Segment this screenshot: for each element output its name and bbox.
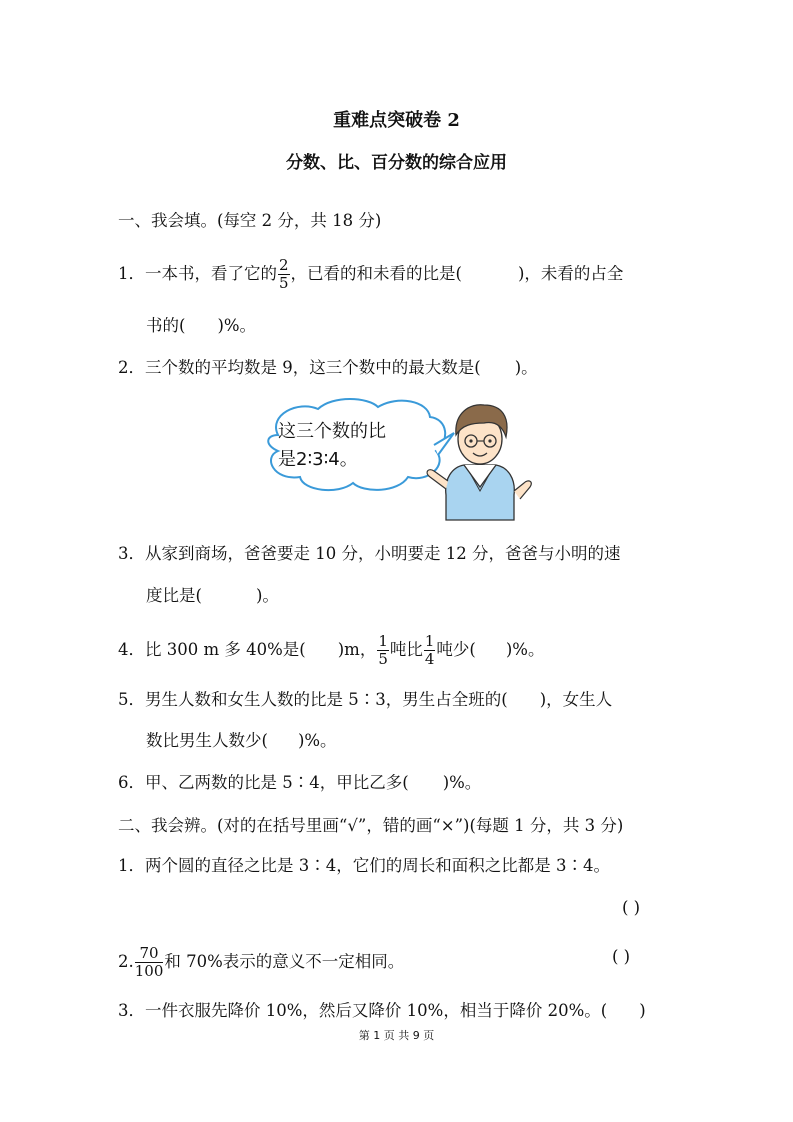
question-text: 吨比 — [389, 640, 423, 659]
page-subtitle: 分数、比、百分数的综合应用 — [286, 153, 507, 173]
question-text: 度比是( — [146, 586, 202, 605]
question-text: 比 300 m 多 40%是( — [145, 640, 306, 659]
question-number: 1． — [118, 856, 145, 875]
question-number: 4． — [118, 640, 145, 659]
section-1-heading: 一、我会填。(每空 2 分，共 18 分) — [118, 211, 382, 230]
question-1-3-cont — [146, 585, 279, 607]
fraction — [278, 258, 290, 291]
question-text: 一件衣服先降价 10%，然后又降价 10%，相当于降价 20%。( — [145, 1001, 608, 1020]
question-text: )。 — [514, 358, 538, 377]
fraction-denominator: 5 — [279, 274, 289, 292]
question-2-2 — [118, 946, 404, 979]
fraction-numerator: 1 — [378, 632, 388, 650]
fraction-denominator: 4 — [424, 650, 435, 668]
question-text: 男生人数和女生人数的比是 5∶3，男生占全班的( — [145, 690, 508, 709]
speech-bubble-icon — [268, 399, 445, 490]
question-text: 从家到商场，爸爸要走 10 分，小明要走 12 分，爸爸与小明的速 — [145, 544, 621, 563]
question-number: 5． — [118, 690, 145, 709]
section-2-heading: 二、我会辨。(对的在括号里画“√”，错的画“×”)(每题 1 分，共 3 分) — [118, 816, 624, 835]
question-2-3 — [118, 1000, 646, 1022]
question-text: ) — [639, 1001, 646, 1020]
question-1-3 — [118, 543, 620, 565]
question-number: 2． — [118, 358, 145, 377]
question-text: 一本书，看了它的 — [145, 264, 277, 283]
fraction-numerator: 70 — [135, 946, 164, 963]
boy-icon — [427, 405, 531, 520]
question-2-1 — [118, 855, 610, 877]
page-number: 第 1 页 共 9 页 — [358, 1029, 435, 1042]
question-1-1 — [118, 258, 623, 291]
question-1-5-cont — [146, 730, 337, 752]
question-text: )%。 — [217, 316, 257, 335]
fraction — [135, 946, 164, 979]
question-1-2 — [118, 357, 538, 379]
question-text: 吨少( — [436, 640, 476, 659]
question-text: 和 70%表示的意义不一定相同。 — [164, 952, 405, 971]
question-text: 两个圆的直径之比是 3∶4，它们的周长和面积之比都是 3∶4。 — [145, 856, 610, 875]
page-title: 重难点突破卷 2 — [333, 110, 460, 131]
question-text: 数比男生人数少( — [146, 731, 268, 750]
fraction — [424, 634, 436, 667]
fraction — [377, 634, 389, 667]
fraction-numerator: 1 — [424, 632, 435, 650]
question-1-5 — [118, 689, 612, 711]
illustration — [258, 395, 538, 534]
question-number: 3． — [118, 544, 145, 563]
question-number: 2. — [118, 952, 134, 971]
question-number: 6． — [118, 773, 145, 792]
question-text: 甲、乙两数的比是 5∶4，甲比乙多( — [145, 773, 409, 792]
question-number: 3． — [118, 1001, 145, 1020]
question-text: 三个数的平均数是 9，这三个数中的最大数是( — [145, 358, 481, 377]
fraction-denominator: 5 — [378, 650, 388, 668]
question-text: )%。 — [505, 640, 545, 659]
boy-with-speech-bubble-illustration — [258, 395, 538, 530]
question-text: 书的( — [146, 316, 186, 335]
question-text: ，已看的和未看的比是( — [290, 264, 462, 283]
question-text: )，女生人 — [539, 690, 613, 709]
question-text: )%。 — [297, 731, 337, 750]
question-text: )。 — [255, 586, 279, 605]
question-text: )m， — [337, 640, 377, 659]
fraction-denominator: 100 — [134, 962, 164, 980]
bubble-line-2: 是2∶3∶4。 — [278, 449, 358, 470]
answer-bracket[interactable]: ( ) — [622, 898, 641, 917]
question-1-6 — [118, 772, 481, 794]
bubble-line-1: 这三个数的比 — [278, 421, 386, 442]
question-1-4 — [118, 634, 544, 667]
answer-bracket[interactable]: ( ) — [612, 947, 631, 966]
question-text: )，未看的占全 — [517, 264, 624, 283]
question-1-1-cont — [146, 315, 256, 337]
fraction-numerator: 2 — [279, 256, 289, 274]
question-number: 1． — [118, 264, 145, 283]
question-text: )%。 — [442, 773, 482, 792]
